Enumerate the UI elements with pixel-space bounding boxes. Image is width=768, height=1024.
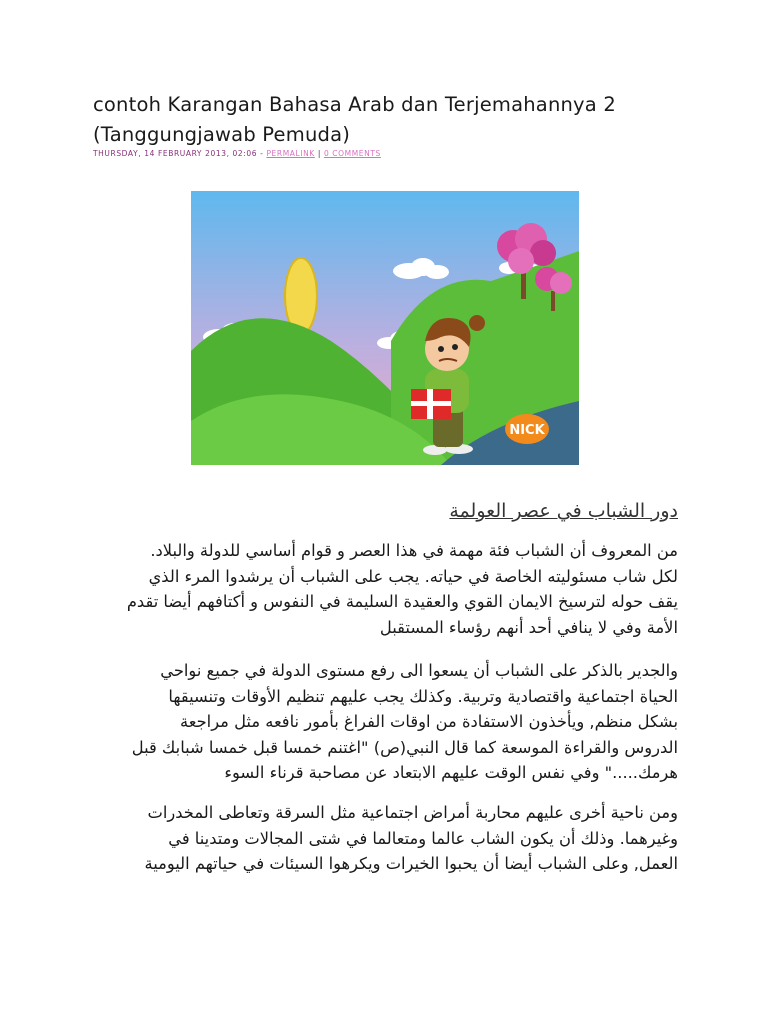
paragraph-line: ومن ناحية أخرى عليهم محاربة أمراض اجتماعية مثل السرقة وتعاطى المخدرات bbox=[147, 803, 678, 822]
paragraph-line: العمل, وعلى الشباب أيضا أن يحبوا الخيرات ويكرهوا السيئات في حياتهم اليومية bbox=[144, 854, 678, 873]
post-meta bbox=[93, 149, 381, 158]
paragraph-line: بشكل منظم, ويأخذون الاستفادة من اوقات الفراغ بأمور نافعه مثل مراجعة bbox=[180, 712, 678, 731]
comments-link[interactable]: 0 COMMENTS bbox=[323, 149, 381, 158]
paragraph-line: الأمة وفي لا ينافي أحد أنهم رؤساء المستقبل bbox=[379, 617, 678, 637]
paragraph-line: وغيرهما. وذلك أن يكون الشاب عالما ومتعالما في شتى المجالات ومتدينا في bbox=[168, 828, 678, 848]
post-title bbox=[93, 90, 713, 150]
paragraph-line: يقف حوله لترسيخ الايمان القوي والعقيدة السليمة في النفوس و أكتافهم أيضا تقدم bbox=[126, 592, 678, 611]
paragraph-line: هرمك....." وفي نفس الوقت عليهم الابتعاد عن مصاحبة قرناء السوء bbox=[224, 763, 678, 782]
article-heading: دور الشباب في عصر العولمة bbox=[449, 500, 678, 522]
post-title-line-2: (Tanggungjawab Pemuda) bbox=[93, 123, 351, 146]
paragraph-line: والجدير بالذكر على الشباب أن يسعوا الى رفع مستوى الدولة في جميع نواحي bbox=[160, 661, 678, 680]
paragraph-line: من المعروف أن الشباب فئة مهمة في هذا العصر و قوام أساسي للدولة والبلاد. bbox=[150, 541, 678, 560]
cartoon-illustration bbox=[191, 191, 579, 465]
meta-divider: | bbox=[317, 149, 321, 158]
paragraph-line: الدروس والقراءة الموسعة كما قال النبي(ص) "اغتنم خمسا قبل خمسا شبابك قبل bbox=[131, 737, 678, 757]
paragraph-line: لكل شاب مسئوليته الخاصة في حياته. يجب على الشباب أن يرشدوا المرء الذي bbox=[148, 566, 678, 586]
meta-separator: - bbox=[260, 149, 264, 158]
post-date: THURSDAY, 14 FEBRUARY 2013, 02:06 bbox=[93, 149, 258, 158]
post-title-line-1: contoh Karangan Bahasa Arab dan Terjemahannya 2 bbox=[93, 93, 616, 116]
permalink-link[interactable]: PERMALINK bbox=[266, 149, 315, 158]
paragraph-1 bbox=[88, 538, 678, 640]
nick-logo-text: NICK bbox=[509, 423, 545, 438]
paragraph-2 bbox=[88, 658, 678, 786]
paragraph-line: الحياة اجتماعية واقتصادية وتربية. وكذلك يجب عليهم تنظيم الأوقات وتنسيقها bbox=[168, 686, 678, 706]
paragraph-3 bbox=[88, 800, 678, 877]
nick-logo bbox=[505, 414, 549, 444]
